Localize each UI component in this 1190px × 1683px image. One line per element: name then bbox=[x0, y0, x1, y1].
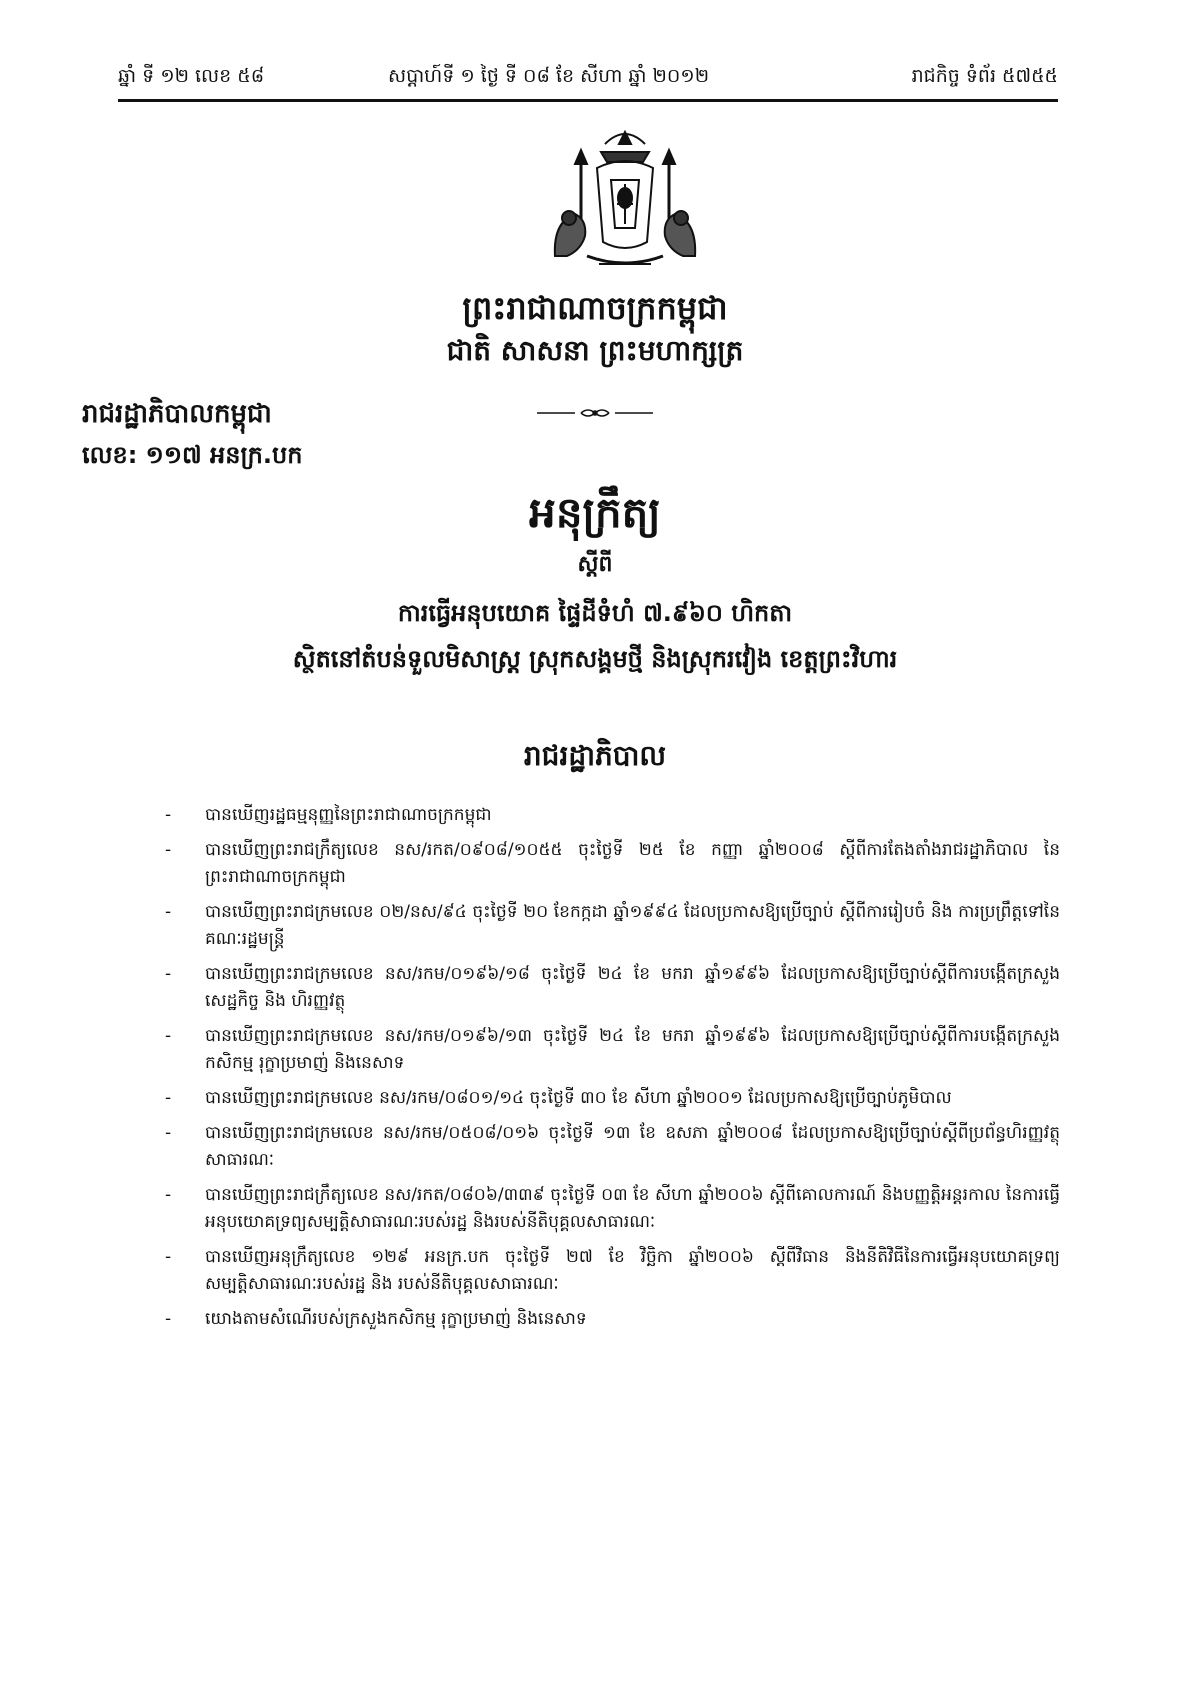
recital-item bbox=[165, 837, 1060, 891]
recital-item bbox=[165, 1244, 1060, 1298]
recital-text: បានឃើញព្រះរាជក្រមលេខ នស/រកម/០៥០៨/០១៦ ចុះថ្ងៃទី ១៣ ខែ ឧសភា ឆ្នាំ២០០៨ ដែលប្រកាសឱ្យប្រើច្បាប់ស្តីពីប្រព័ន្ធហិរញ្ញវត្ថុ សាធារណៈ bbox=[205, 1123, 1060, 1170]
bullet-dash: - bbox=[165, 1088, 172, 1108]
bullet-dash: - bbox=[165, 902, 172, 922]
recital-text: បានឃើញព្រះរាជក្រឹត្យលេខ នស/រកត/០៨០៦/៣៣៩ ចុះថ្ងៃទី ០៣ ខែ សីហា ឆ្នាំ២០០៦ ស្តីពីគោលការណ៍ និងបញ្ញត្តិអន្តរកាល នៃការធ្វើអនុបយោគទ្រព្យសម្បត្តិសាធារណៈរបស់រដ្ឋ និងរបស់នីតិបុគ្គលសាធារណៈ bbox=[205, 1185, 1060, 1232]
document-type: អនុក្រឹត្យ bbox=[529, 488, 661, 537]
bullet-dash: - bbox=[165, 1123, 172, 1143]
royal-coat-of-arms-icon bbox=[535, 124, 715, 274]
kingdom-header bbox=[245, 288, 945, 370]
concerning-label: ស្តីពី bbox=[577, 552, 613, 577]
recital-item bbox=[165, 1306, 1060, 1333]
recital-text: បានឃើញព្រះរាជក្រមលេខ នស/រកម/០១៩៦/១៣ ចុះថ្ងៃទី ២៤ ខែ មករា ឆ្នាំ១៩៩៦ ដែលប្រកាសឱ្យប្រើច្បាប់ស្តីពីការបង្កើតក្រសួងកសិកម្ម រុក្ខាប្រមាញ់ និងនេសាទ bbox=[205, 1026, 1060, 1073]
recital-item bbox=[165, 1085, 1060, 1112]
kingdom-title: ព្រះរាជាណាចក្រកម្ពុជា bbox=[462, 289, 728, 327]
recital-text: បានឃើញព្រះរាជក្រមលេខ នស/រកម/០១៩៦/១៨ ចុះថ្ងៃទី ២៤ ខែ មករា ឆ្នាំ១៩៩៦ ដែលប្រកាសឱ្យប្រើច្បាប់ស្តីពីការបង្កើតក្រសួងសេដ្ឋកិច្ច និង ហិរញ្ញវត្ថុ bbox=[205, 964, 1060, 1011]
bullet-dash: - bbox=[165, 1309, 172, 1329]
issuer-name: រាជរដ្ឋាភិបាលកម្ពុជា bbox=[82, 399, 272, 429]
recital-text: បានឃើញរដ្ឋធម្មនុញ្ញនៃព្រះរាជាណាចក្រកម្ពុជា bbox=[205, 805, 492, 825]
bullet-dash: - bbox=[165, 1185, 172, 1205]
bullet-dash: - bbox=[165, 1026, 172, 1046]
recital-item bbox=[165, 961, 1060, 1015]
gazette-page-number: រាជកិច្ច ទំព័រ ៥៧៥៥ bbox=[911, 65, 1058, 87]
recitals-list bbox=[165, 802, 1060, 1422]
divider-ornament-icon bbox=[535, 406, 655, 420]
sub-decree-number: លេខ: ១១៧ អនក្រ.បក bbox=[82, 441, 303, 469]
bullet-dash: - bbox=[165, 840, 172, 860]
bullet-dash: - bbox=[165, 1247, 172, 1267]
bullet-dash: - bbox=[165, 964, 172, 984]
recital-text: បានឃើញព្រះរាជក្រមលេខ ០២/នស/៩៤ ចុះថ្ងៃទី ២០ ខែកក្កដា ឆ្នាំ១៩៩៤ ដែលប្រកាសឱ្យប្រើច្បាប់ ស្តីពីការរៀបចំ និង ការប្រព្រឹត្តទៅនៃគណៈរដ្ឋមន្ត្រី bbox=[205, 902, 1060, 949]
bullet-dash: - bbox=[165, 805, 172, 825]
issuing-authority bbox=[82, 396, 502, 472]
subject-line-1: ការធ្វើអនុបយោគ ផ្ទៃដីទំហំ ៧.៩៦០ ហិកតា bbox=[397, 599, 793, 627]
document-subject bbox=[130, 590, 1060, 682]
enacting-authority: រាជរដ្ឋាភិបាល bbox=[523, 739, 667, 772]
recital-item bbox=[165, 1023, 1060, 1077]
gazette-volume-issue: ឆ្នាំ ទី ១២ លេខ ៥៨ bbox=[118, 65, 265, 87]
national-motto: ជាតិ សាសនា ព្រះមហាក្សត្រ bbox=[446, 334, 744, 367]
running-header bbox=[118, 58, 1058, 102]
recital-text: បានឃើញអនុក្រឹត្យលេខ ១២៩ អនក្រ.បក ចុះថ្ងៃទី ២៧ ខែ វិច្ឆិកា ឆ្នាំ២០០៦ ស្តីពីវិធាន និងនីតិវិធីនៃការធ្វើអនុបយោគទ្រព្យសម្បត្តិសាធារណៈរបស់រដ្ឋ និង របស់នីតិបុគ្គលសាធារណៈ bbox=[205, 1247, 1060, 1294]
recital-text: បានឃើញព្រះរាជក្រមលេខ នស/រកម/០៨០១/១៤ ចុះថ្ងៃទី ៣០ ខែ សីហា ឆ្នាំ២០០១ ដែលប្រកាសឱ្យប្រើច្បាប់ភូមិបាល bbox=[205, 1088, 952, 1108]
recital-item bbox=[165, 1120, 1060, 1174]
recital-text: បានឃើញព្រះរាជក្រឹត្យលេខ នស/រកត/០៩០៨/១០៥៥ ចុះថ្ងៃទី ២៥ ខែ កញ្ញា ឆ្នាំ២០០៨ ស្តីពីការតែងតាំងរាជរដ្ឋាភិបាល នៃព្រះរាជាណាចក្រកម្ពុជា bbox=[205, 840, 1060, 887]
recital-item bbox=[165, 1182, 1060, 1236]
subject-line-2: ស្ថិតនៅតំបន់ទួលមិសាស្ត្រ ស្រុកសង្គមថ្មី និងស្រុករវៀង ខេត្តព្រះវិហារ bbox=[292, 645, 898, 673]
recital-text: យោងតាមសំណើរបស់ក្រសួងកសិកម្ម រុក្ខាប្រមាញ់ និងនេសាទ bbox=[205, 1309, 587, 1329]
recital-item bbox=[165, 899, 1060, 953]
gazette-date: សប្តាហ៍ទី ១ ថ្ងៃ ទី ០៨ ខែ សីហា ឆ្នាំ ២០១២ bbox=[388, 65, 710, 87]
recital-item bbox=[165, 802, 1060, 829]
